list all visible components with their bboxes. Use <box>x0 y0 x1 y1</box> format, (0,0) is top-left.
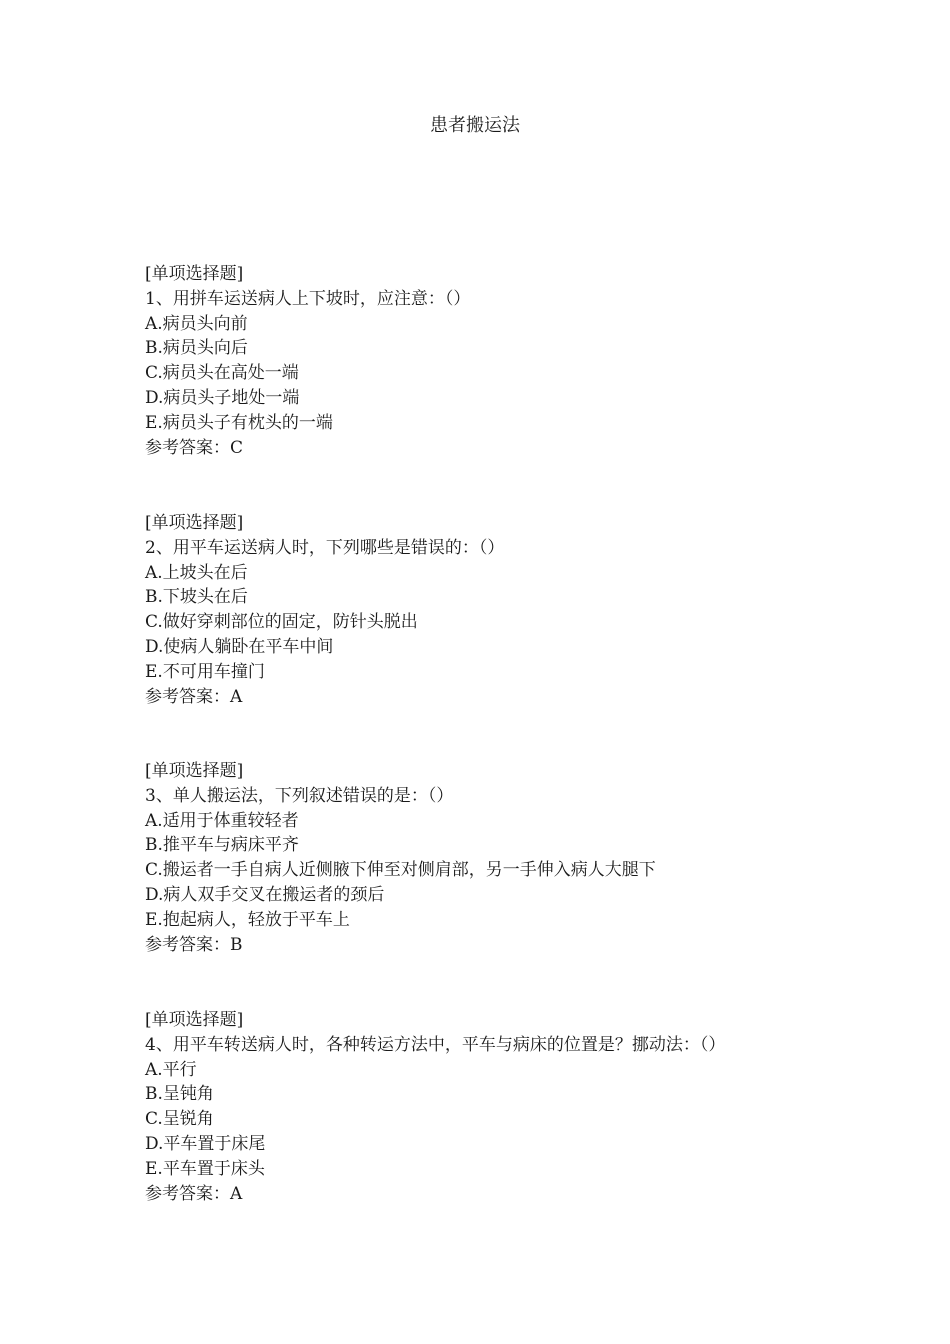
question-block <box>145 1008 845 1206</box>
question-stem: 2、用平车运送病人时，下列哪些是错误的：（） <box>145 537 505 558</box>
reference-answer: 参考答案：B <box>145 934 243 955</box>
question-type: [单项选择题] <box>145 264 244 284</box>
question-type: [单项选择题] <box>145 761 244 781</box>
question-type: [单项选择题] <box>145 513 244 533</box>
option-d: D.平车置于床尾 <box>145 1133 266 1154</box>
question-stem: 1、用拼车运送病人上下坡时，应注意：（） <box>145 288 471 309</box>
option-b: B.下坡头在后 <box>145 587 248 608</box>
question-block <box>145 759 845 957</box>
reference-answer: 参考答案：A <box>145 1183 243 1204</box>
question-stem: 3、单人搬运法，下列叙述错误的是：（） <box>145 785 454 806</box>
option-d: D.病人双手交叉在搬运者的颈后 <box>145 884 385 905</box>
option-c: C.搬运者一手自病人近侧腋下伸至对侧肩部，另一手伸入病人大腿下 <box>145 860 656 881</box>
document-title: 患者搬运法 <box>430 115 520 136</box>
question-type: [单项选择题] <box>145 1010 244 1030</box>
question-stem: 4、用平车转送病人时，各种转运方法中，平车与病床的位置是？挪动法：（） <box>145 1034 726 1055</box>
option-b: B.病员头向后 <box>145 338 248 359</box>
option-d: D.使病人躺卧在平车中间 <box>145 636 334 657</box>
option-e: E.病员头子有枕头的一端 <box>145 412 333 433</box>
option-b: B.推平车与病床平齐 <box>145 835 299 856</box>
option-a: A.病员头向前 <box>145 313 248 334</box>
option-c: C.病员头在高处一端 <box>145 363 299 384</box>
option-a: A.上坡头在后 <box>145 562 248 583</box>
reference-answer: 参考答案：A <box>145 686 243 707</box>
option-c: C.做好穿刺部位的固定，防针头脱出 <box>145 612 418 633</box>
option-e: E.平车置于床头 <box>145 1158 265 1179</box>
option-a: A.平行 <box>145 1059 197 1080</box>
question-block <box>145 262 845 460</box>
option-c: C.呈锐角 <box>145 1109 214 1130</box>
reference-answer: 参考答案：C <box>145 437 244 458</box>
option-e: E.抱起病人，轻放于平车上 <box>145 909 350 930</box>
option-b: B.呈钝角 <box>145 1084 214 1105</box>
question-block <box>145 511 845 709</box>
option-d: D.病员头子地处一端 <box>145 387 300 408</box>
option-a: A.适用于体重较轻者 <box>145 810 299 831</box>
option-e: E.不可用车撞门 <box>145 661 265 682</box>
